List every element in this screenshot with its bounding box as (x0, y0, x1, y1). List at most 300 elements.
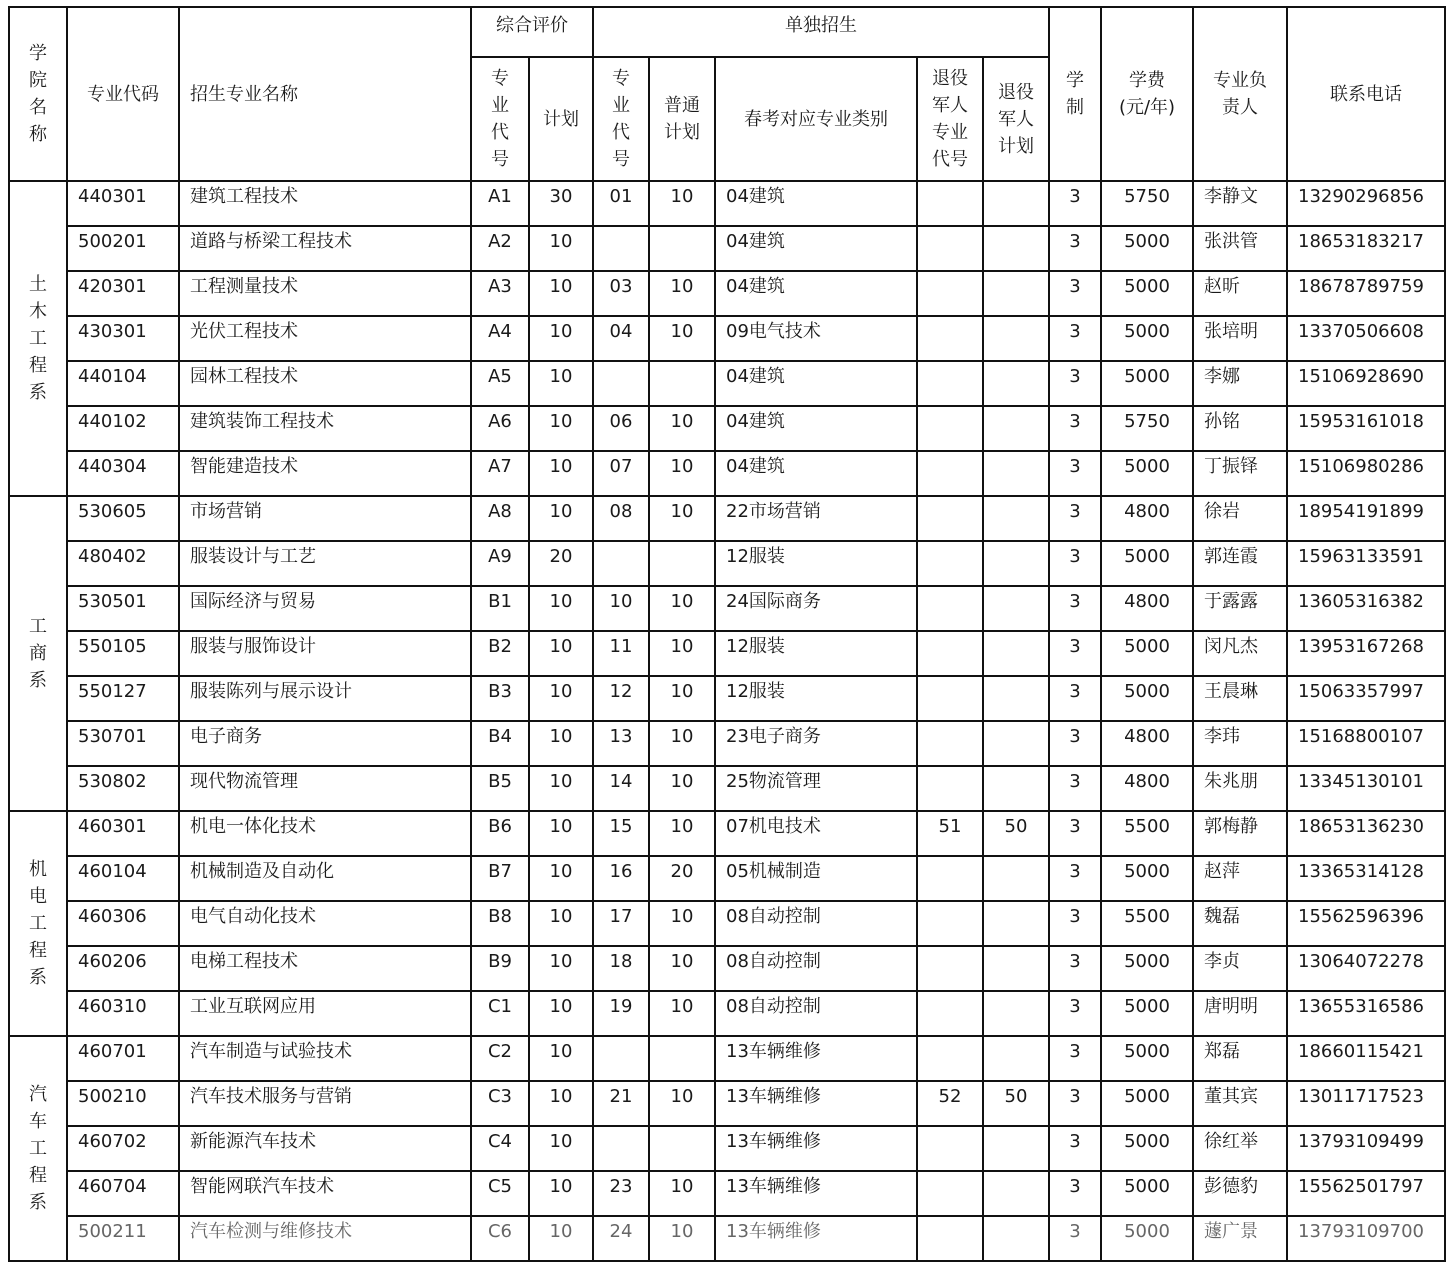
sep-plan-cell: 10 (649, 631, 715, 676)
comp-code-cell: B3 (471, 676, 529, 721)
category-cell: 08自动控制 (715, 901, 917, 946)
col-comp-plan: 计划 (529, 57, 593, 181)
category-cell: 13车辆维修 (715, 1171, 917, 1216)
sep-code-cell: 24 (593, 1216, 649, 1261)
veteran-code-cell (917, 226, 983, 271)
phone-cell: 13605316382 (1287, 586, 1445, 631)
veteran-code-cell (917, 361, 983, 406)
veteran-plan-cell (983, 1171, 1049, 1216)
major-name-cell: 园林工程技术 (179, 361, 471, 406)
category-cell: 05机械制造 (715, 856, 917, 901)
table-row (9, 541, 1445, 586)
sep-plan-cell (649, 226, 715, 271)
sep-code-cell (593, 1126, 649, 1171)
veteran-code-cell: 51 (917, 811, 983, 856)
comp-code-cell: B7 (471, 856, 529, 901)
comp-code-cell: B2 (471, 631, 529, 676)
major-name-cell: 电子商务 (179, 721, 471, 766)
comp-plan-cell: 10 (529, 721, 593, 766)
col-sep-plan: 普通计划 (649, 57, 715, 181)
phone-cell: 18653183217 (1287, 226, 1445, 271)
major-code-cell: 430301 (67, 316, 179, 361)
sep-code-cell: 14 (593, 766, 649, 811)
col-comp-code: 专业代号 (471, 57, 529, 181)
comp-code-cell: A3 (471, 271, 529, 316)
veteran-plan-cell (983, 496, 1049, 541)
tuition-cell: 5000 (1101, 226, 1193, 271)
phone-cell: 13793109499 (1287, 1126, 1445, 1171)
comp-code-cell: A7 (471, 451, 529, 496)
table-row (9, 361, 1445, 406)
tuition-cell: 5000 (1101, 1171, 1193, 1216)
col-comprehensive: 综合评价 (471, 7, 593, 57)
leader-cell: 李静文 (1193, 181, 1287, 226)
tuition-cell: 5500 (1101, 811, 1193, 856)
table-row (9, 226, 1445, 271)
category-cell: 22市场营销 (715, 496, 917, 541)
veteran-plan-cell (983, 361, 1049, 406)
phone-cell: 15562596396 (1287, 901, 1445, 946)
veteran-plan-cell (983, 1216, 1049, 1261)
sep-plan-cell: 10 (649, 1171, 715, 1216)
category-cell: 12服装 (715, 676, 917, 721)
sep-code-cell: 16 (593, 856, 649, 901)
phone-cell: 13345130101 (1287, 766, 1445, 811)
table-row (9, 1171, 1445, 1216)
leader-cell: 赵昕 (1193, 271, 1287, 316)
veteran-code-cell (917, 721, 983, 766)
leader-cell: 李贞 (1193, 946, 1287, 991)
veteran-plan-cell (983, 991, 1049, 1036)
major-code-cell: 420301 (67, 271, 179, 316)
veteran-code-cell (917, 451, 983, 496)
table-row (9, 181, 1445, 226)
duration-cell: 3 (1049, 181, 1101, 226)
table-row (9, 676, 1445, 721)
comp-code-cell: A6 (471, 406, 529, 451)
tuition-cell: 5000 (1101, 451, 1193, 496)
leader-cell: 郭连霞 (1193, 541, 1287, 586)
veteran-plan-cell (983, 901, 1049, 946)
category-cell: 24国际商务 (715, 586, 917, 631)
phone-cell: 18660115421 (1287, 1036, 1445, 1081)
col-veteran-code: 退役军人专业代号 (917, 57, 983, 181)
table-row (9, 901, 1445, 946)
comp-code-cell: C5 (471, 1171, 529, 1216)
duration-cell: 3 (1049, 361, 1101, 406)
phone-cell: 18678789759 (1287, 271, 1445, 316)
major-code-cell: 550105 (67, 631, 179, 676)
veteran-code-cell (917, 946, 983, 991)
veteran-code-cell (917, 631, 983, 676)
table-body (9, 181, 1445, 1261)
department-name: 土木工程系 (29, 274, 47, 403)
sep-code-cell: 21 (593, 1081, 649, 1126)
major-name-cell: 智能建造技术 (179, 451, 471, 496)
category-cell: 13车辆维修 (715, 1216, 917, 1261)
veteran-plan-cell (983, 946, 1049, 991)
table-header (9, 7, 1445, 181)
department-cell (9, 181, 67, 496)
duration-cell: 3 (1049, 541, 1101, 586)
comp-plan-cell: 10 (529, 406, 593, 451)
comp-plan-cell: 10 (529, 901, 593, 946)
sep-code-cell: 13 (593, 721, 649, 766)
sep-code-cell: 11 (593, 631, 649, 676)
table-row (9, 1036, 1445, 1081)
sep-plan-cell: 20 (649, 856, 715, 901)
phone-cell: 13655316586 (1287, 991, 1445, 1036)
leader-cell: 郭梅静 (1193, 811, 1287, 856)
tuition-cell: 5000 (1101, 271, 1193, 316)
veteran-plan-cell (983, 766, 1049, 811)
tuition-cell: 5000 (1101, 1036, 1193, 1081)
department-name: 汽车工程系 (29, 1084, 47, 1213)
leader-cell: 张培明 (1193, 316, 1287, 361)
major-code-cell: 440104 (67, 361, 179, 406)
leader-cell: 李娜 (1193, 361, 1287, 406)
sep-plan-cell (649, 1036, 715, 1081)
veteran-plan-cell (983, 631, 1049, 676)
sep-code-cell: 18 (593, 946, 649, 991)
duration-cell: 3 (1049, 901, 1101, 946)
duration-cell: 3 (1049, 811, 1101, 856)
comp-plan-cell: 10 (529, 631, 593, 676)
sep-plan-cell: 10 (649, 496, 715, 541)
sep-plan-cell (649, 541, 715, 586)
leader-cell: 徐岩 (1193, 496, 1287, 541)
sep-code-cell (593, 1036, 649, 1081)
leader-cell: 孙铭 (1193, 406, 1287, 451)
veteran-code-cell (917, 541, 983, 586)
comp-code-cell: A8 (471, 496, 529, 541)
leader-cell: 于露露 (1193, 586, 1287, 631)
tuition-cell: 5500 (1101, 901, 1193, 946)
comp-plan-cell: 10 (529, 226, 593, 271)
sep-code-cell: 07 (593, 451, 649, 496)
duration-cell: 3 (1049, 766, 1101, 811)
duration-cell: 3 (1049, 271, 1101, 316)
major-code-cell: 530701 (67, 721, 179, 766)
veteran-plan-cell (983, 226, 1049, 271)
phone-cell: 13370506608 (1287, 316, 1445, 361)
tuition-cell: 5000 (1101, 541, 1193, 586)
veteran-code-cell (917, 1126, 983, 1171)
sep-plan-cell: 10 (649, 901, 715, 946)
col-sep-code: 专业代号 (593, 57, 649, 181)
sep-code-cell: 08 (593, 496, 649, 541)
major-code-cell: 460301 (67, 811, 179, 856)
veteran-code-cell (917, 1036, 983, 1081)
major-name-cell: 工业互联网应用 (179, 991, 471, 1036)
comp-plan-cell: 20 (529, 541, 593, 586)
leader-cell: 彭德豹 (1193, 1171, 1287, 1216)
leader-cell: 赵萍 (1193, 856, 1287, 901)
veteran-plan-cell (983, 271, 1049, 316)
tuition-cell: 5000 (1101, 1081, 1193, 1126)
veteran-code-cell (917, 271, 983, 316)
major-code-cell: 530605 (67, 496, 179, 541)
sep-plan-cell: 10 (649, 586, 715, 631)
veteran-plan-cell (983, 406, 1049, 451)
comp-code-cell: B1 (471, 586, 529, 631)
duration-cell: 3 (1049, 946, 1101, 991)
sep-code-cell: 04 (593, 316, 649, 361)
duration-cell: 3 (1049, 226, 1101, 271)
major-code-cell: 530802 (67, 766, 179, 811)
duration-cell: 3 (1049, 586, 1101, 631)
col-tuition: 学费(元/年) (1101, 7, 1193, 181)
veteran-code-cell (917, 1171, 983, 1216)
leader-cell: 郑磊 (1193, 1036, 1287, 1081)
leader-cell: 魏磊 (1193, 901, 1287, 946)
sep-plan-cell: 10 (649, 766, 715, 811)
comp-code-cell: C3 (471, 1081, 529, 1126)
category-cell: 25物流管理 (715, 766, 917, 811)
comp-code-cell: C2 (471, 1036, 529, 1081)
department-name: 工商系 (29, 616, 47, 691)
duration-cell: 3 (1049, 1126, 1101, 1171)
sep-plan-cell: 10 (649, 991, 715, 1036)
col-leader: 专业负责人 (1193, 7, 1287, 181)
duration-cell: 3 (1049, 676, 1101, 721)
veteran-code-cell (917, 406, 983, 451)
major-name-cell: 国际经济与贸易 (179, 586, 471, 631)
veteran-code-cell (917, 856, 983, 901)
comp-code-cell: C4 (471, 1126, 529, 1171)
major-code-cell: 460310 (67, 991, 179, 1036)
leader-cell: 李玮 (1193, 721, 1287, 766)
comp-plan-cell: 10 (529, 361, 593, 406)
comp-plan-cell: 10 (529, 856, 593, 901)
comp-code-cell: A1 (471, 181, 529, 226)
tuition-cell: 5000 (1101, 946, 1193, 991)
leader-cell: 朱兆朋 (1193, 766, 1287, 811)
veteran-plan-cell (983, 1036, 1049, 1081)
comp-code-cell: A5 (471, 361, 529, 406)
department-cell (9, 496, 67, 811)
comp-plan-cell: 10 (529, 1216, 593, 1261)
table-row (9, 991, 1445, 1036)
phone-cell: 18954191899 (1287, 496, 1445, 541)
major-code-cell: 500211 (67, 1216, 179, 1261)
comp-code-cell: A2 (471, 226, 529, 271)
category-cell: 04建筑 (715, 406, 917, 451)
col-major-code: 专业代码 (67, 7, 179, 181)
major-name-cell: 机电一体化技术 (179, 811, 471, 856)
comp-plan-cell: 10 (529, 271, 593, 316)
veteran-code-cell (917, 991, 983, 1036)
tuition-cell: 5000 (1101, 991, 1193, 1036)
comp-plan-cell: 10 (529, 1171, 593, 1216)
duration-cell: 3 (1049, 1171, 1101, 1216)
veteran-code-cell (917, 1216, 983, 1261)
duration-cell: 3 (1049, 721, 1101, 766)
leader-cell: 唐明明 (1193, 991, 1287, 1036)
tuition-cell: 5750 (1101, 406, 1193, 451)
comp-code-cell: C1 (471, 991, 529, 1036)
phone-cell: 15106980286 (1287, 451, 1445, 496)
sep-code-cell: 01 (593, 181, 649, 226)
leader-cell: 徐红举 (1193, 1126, 1287, 1171)
phone-cell: 18653136230 (1287, 811, 1445, 856)
sep-plan-cell: 10 (649, 316, 715, 361)
sep-plan-cell: 10 (649, 451, 715, 496)
tuition-cell: 5750 (1101, 181, 1193, 226)
duration-cell: 3 (1049, 316, 1101, 361)
comp-plan-cell: 10 (529, 991, 593, 1036)
category-cell: 12服装 (715, 541, 917, 586)
phone-cell: 13793109700 (1287, 1216, 1445, 1261)
major-code-cell: 500210 (67, 1081, 179, 1126)
duration-cell: 3 (1049, 1036, 1101, 1081)
sep-code-cell: 12 (593, 676, 649, 721)
comp-code-cell: B6 (471, 811, 529, 856)
sep-code-cell (593, 541, 649, 586)
tuition-cell: 5000 (1101, 361, 1193, 406)
tuition-cell: 4800 (1101, 496, 1193, 541)
leader-cell: 闵凡杰 (1193, 631, 1287, 676)
major-code-cell: 460702 (67, 1126, 179, 1171)
category-cell: 09电气技术 (715, 316, 917, 361)
major-name-cell: 工程测量技术 (179, 271, 471, 316)
table-row (9, 766, 1445, 811)
category-cell: 13车辆维修 (715, 1036, 917, 1081)
veteran-code-cell (917, 496, 983, 541)
phone-cell: 13365314128 (1287, 856, 1445, 901)
phone-cell: 15562501797 (1287, 1171, 1445, 1216)
veteran-code-cell (917, 586, 983, 631)
category-cell: 13车辆维修 (715, 1081, 917, 1126)
phone-cell: 15106928690 (1287, 361, 1445, 406)
sep-plan-cell: 10 (649, 181, 715, 226)
major-name-cell: 现代物流管理 (179, 766, 471, 811)
leader-cell: 张洪管 (1193, 226, 1287, 271)
major-name-cell: 服装设计与工艺 (179, 541, 471, 586)
phone-cell: 15963133591 (1287, 541, 1445, 586)
comp-code-cell: B9 (471, 946, 529, 991)
comp-code-cell: C6 (471, 1216, 529, 1261)
major-code-cell: 460206 (67, 946, 179, 991)
category-cell: 07机电技术 (715, 811, 917, 856)
sep-plan-cell: 10 (649, 1081, 715, 1126)
enrollment-table (8, 6, 1446, 1262)
comp-plan-cell: 30 (529, 181, 593, 226)
sep-plan-cell: 10 (649, 811, 715, 856)
tuition-cell: 5000 (1101, 316, 1193, 361)
major-name-cell: 市场营销 (179, 496, 471, 541)
sep-code-cell (593, 226, 649, 271)
table-row (9, 631, 1445, 676)
veteran-plan-cell (983, 181, 1049, 226)
sep-code-cell: 23 (593, 1171, 649, 1216)
veteran-plan-cell (983, 721, 1049, 766)
major-name-cell: 电气自动化技术 (179, 901, 471, 946)
sep-plan-cell: 10 (649, 1216, 715, 1261)
sep-code-cell: 17 (593, 901, 649, 946)
major-name-cell: 建筑装饰工程技术 (179, 406, 471, 451)
veteran-plan-cell (983, 586, 1049, 631)
comp-code-cell: A4 (471, 316, 529, 361)
col-separate: 单独招生 (593, 7, 1049, 57)
comp-plan-cell: 10 (529, 811, 593, 856)
sep-plan-cell: 10 (649, 406, 715, 451)
sep-plan-cell: 10 (649, 721, 715, 766)
table-row (9, 811, 1445, 856)
major-name-cell: 建筑工程技术 (179, 181, 471, 226)
comp-plan-cell: 10 (529, 586, 593, 631)
phone-cell: 15168800107 (1287, 721, 1445, 766)
category-cell: 08自动控制 (715, 991, 917, 1036)
comp-plan-cell: 10 (529, 1126, 593, 1171)
comp-plan-cell: 10 (529, 766, 593, 811)
category-cell: 04建筑 (715, 226, 917, 271)
sep-code-cell: 03 (593, 271, 649, 316)
major-name-cell: 汽车制造与试验技术 (179, 1036, 471, 1081)
sep-code-cell: 19 (593, 991, 649, 1036)
major-code-cell: 440301 (67, 181, 179, 226)
comp-plan-cell: 10 (529, 451, 593, 496)
table-row (9, 271, 1445, 316)
sep-plan-cell (649, 1126, 715, 1171)
veteran-code-cell (917, 766, 983, 811)
category-cell: 04建筑 (715, 451, 917, 496)
major-code-cell: 550127 (67, 676, 179, 721)
comp-code-cell: B8 (471, 901, 529, 946)
table-row (9, 451, 1445, 496)
major-code-cell: 460306 (67, 901, 179, 946)
major-code-cell: 530501 (67, 586, 179, 631)
veteran-plan-cell: 50 (983, 1081, 1049, 1126)
major-name-cell: 新能源汽车技术 (179, 1126, 471, 1171)
veteran-plan-cell (983, 856, 1049, 901)
major-code-cell: 460701 (67, 1036, 179, 1081)
category-cell: 04建筑 (715, 181, 917, 226)
major-name-cell: 光伏工程技术 (179, 316, 471, 361)
table-row (9, 946, 1445, 991)
major-code-cell: 480402 (67, 541, 179, 586)
major-code-cell: 460704 (67, 1171, 179, 1216)
veteran-plan-cell: 50 (983, 811, 1049, 856)
major-name-cell: 服装陈列与展示设计 (179, 676, 471, 721)
major-name-cell: 电梯工程技术 (179, 946, 471, 991)
sep-plan-cell: 10 (649, 271, 715, 316)
major-name-cell: 服装与服饰设计 (179, 631, 471, 676)
veteran-plan-cell (983, 451, 1049, 496)
leader-cell: 丁振铎 (1193, 451, 1287, 496)
table-row (9, 316, 1445, 361)
veteran-code-cell (917, 901, 983, 946)
sep-code-cell (593, 361, 649, 406)
department-name: 机电工程系 (29, 859, 47, 988)
department-cell (9, 811, 67, 1036)
comp-code-cell: A9 (471, 541, 529, 586)
major-code-cell: 500201 (67, 226, 179, 271)
major-code-cell: 440304 (67, 451, 179, 496)
tuition-cell: 5000 (1101, 856, 1193, 901)
phone-cell: 13064072278 (1287, 946, 1445, 991)
comp-plan-cell: 10 (529, 946, 593, 991)
comp-plan-cell: 10 (529, 316, 593, 361)
duration-cell: 3 (1049, 1081, 1101, 1126)
category-cell: 04建筑 (715, 361, 917, 406)
table-row (9, 406, 1445, 451)
veteran-code-cell (917, 181, 983, 226)
sep-plan-cell: 10 (649, 946, 715, 991)
phone-cell: 15953161018 (1287, 406, 1445, 451)
major-code-cell: 440102 (67, 406, 179, 451)
major-code-cell: 460104 (67, 856, 179, 901)
